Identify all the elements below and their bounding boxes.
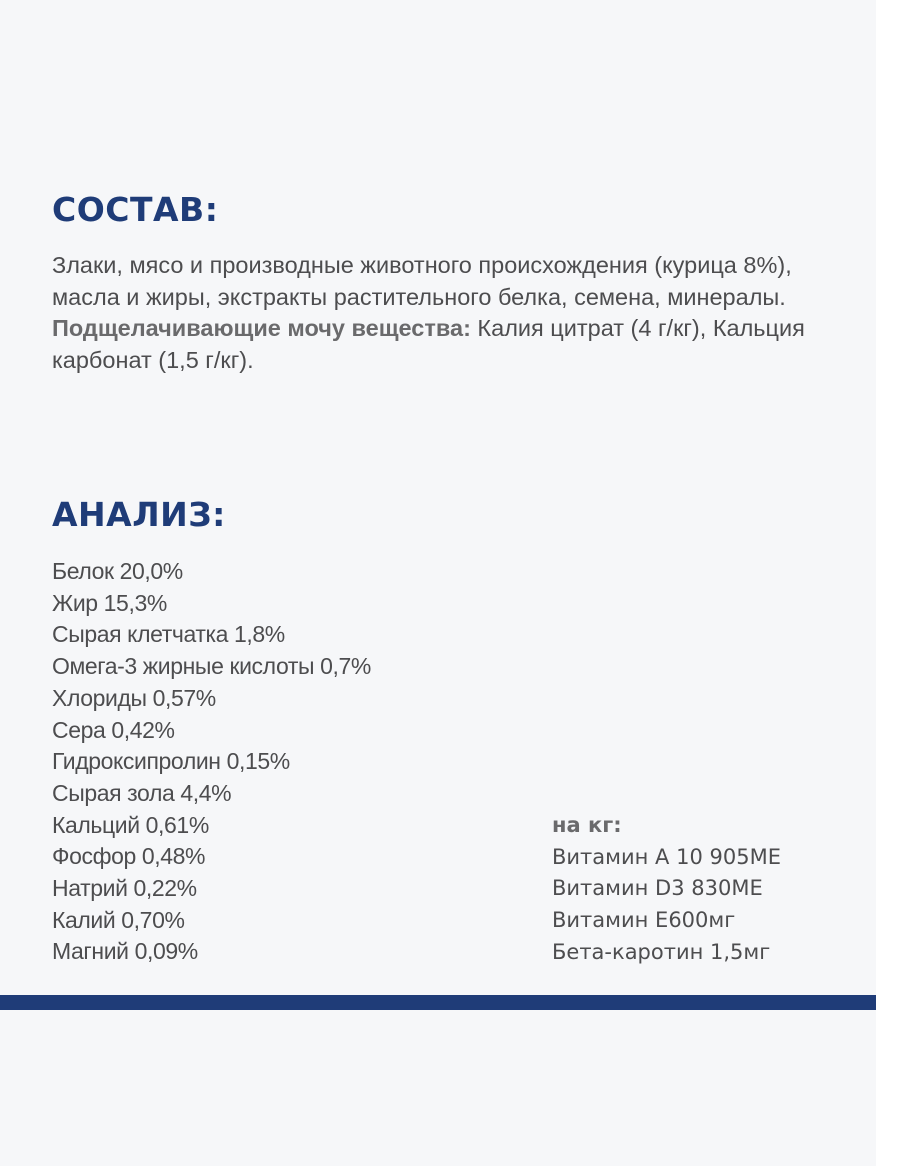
analysis-item: Сера 0,42% — [52, 716, 175, 743]
analysis-item: Жир 15,3% — [52, 589, 167, 616]
analysis-item: Сырая зола 4,4% — [52, 779, 232, 806]
alkalizing-text: Калия цитрат (4 г/кг), Кальция карбонат (1,5 г/кг). — [52, 315, 805, 373]
ingredients-text: Злаки, мясо и производные животного происхождения (курица 8%), масла и жиры, экстракты растительного белка, семена, минералы. — [52, 252, 792, 310]
analysis-item: Магний 0,09% — [52, 938, 198, 965]
vitamin-item: Витамин D3 830МЕ — [552, 876, 763, 901]
bottom-divider — [0, 995, 876, 1010]
vitamins-section — [552, 810, 781, 969]
composition-section — [52, 250, 862, 376]
analysis-item: Хлориды 0,57% — [52, 684, 216, 711]
analysis-item: Фосфор 0,48% — [52, 843, 206, 870]
alkalizing-paragraph — [52, 313, 862, 376]
vitamin-item: Бета-каротин 1,5мг — [552, 939, 771, 964]
per-kg-label: на кг: — [552, 813, 622, 837]
analysis-item: Омега-3 жирные кислоты 0,7% — [52, 653, 371, 680]
analysis-item: Сырая клетчатка 1,8% — [52, 621, 285, 648]
analysis-item: Белок 20,0% — [52, 558, 183, 584]
analysis-heading: АНАЛИЗ: — [52, 495, 226, 534]
analysis-item: Кальций 0,61% — [52, 811, 209, 838]
vitamins-list — [552, 842, 781, 969]
vitamin-item: Витамин А 10 905МЕ — [552, 844, 781, 869]
analysis-list — [52, 556, 371, 968]
analysis-item: Гидроксипролин 0,15% — [52, 748, 290, 775]
vitamin-item: Витамин Е600мг — [552, 908, 736, 933]
analysis-item: Калий 0,70% — [52, 906, 185, 933]
alkalizing-label: Подщелачивающие мочу вещества: — [52, 315, 471, 341]
analysis-item: Натрий 0,22% — [52, 875, 197, 902]
composition-heading: СОСТАВ: — [52, 190, 219, 229]
